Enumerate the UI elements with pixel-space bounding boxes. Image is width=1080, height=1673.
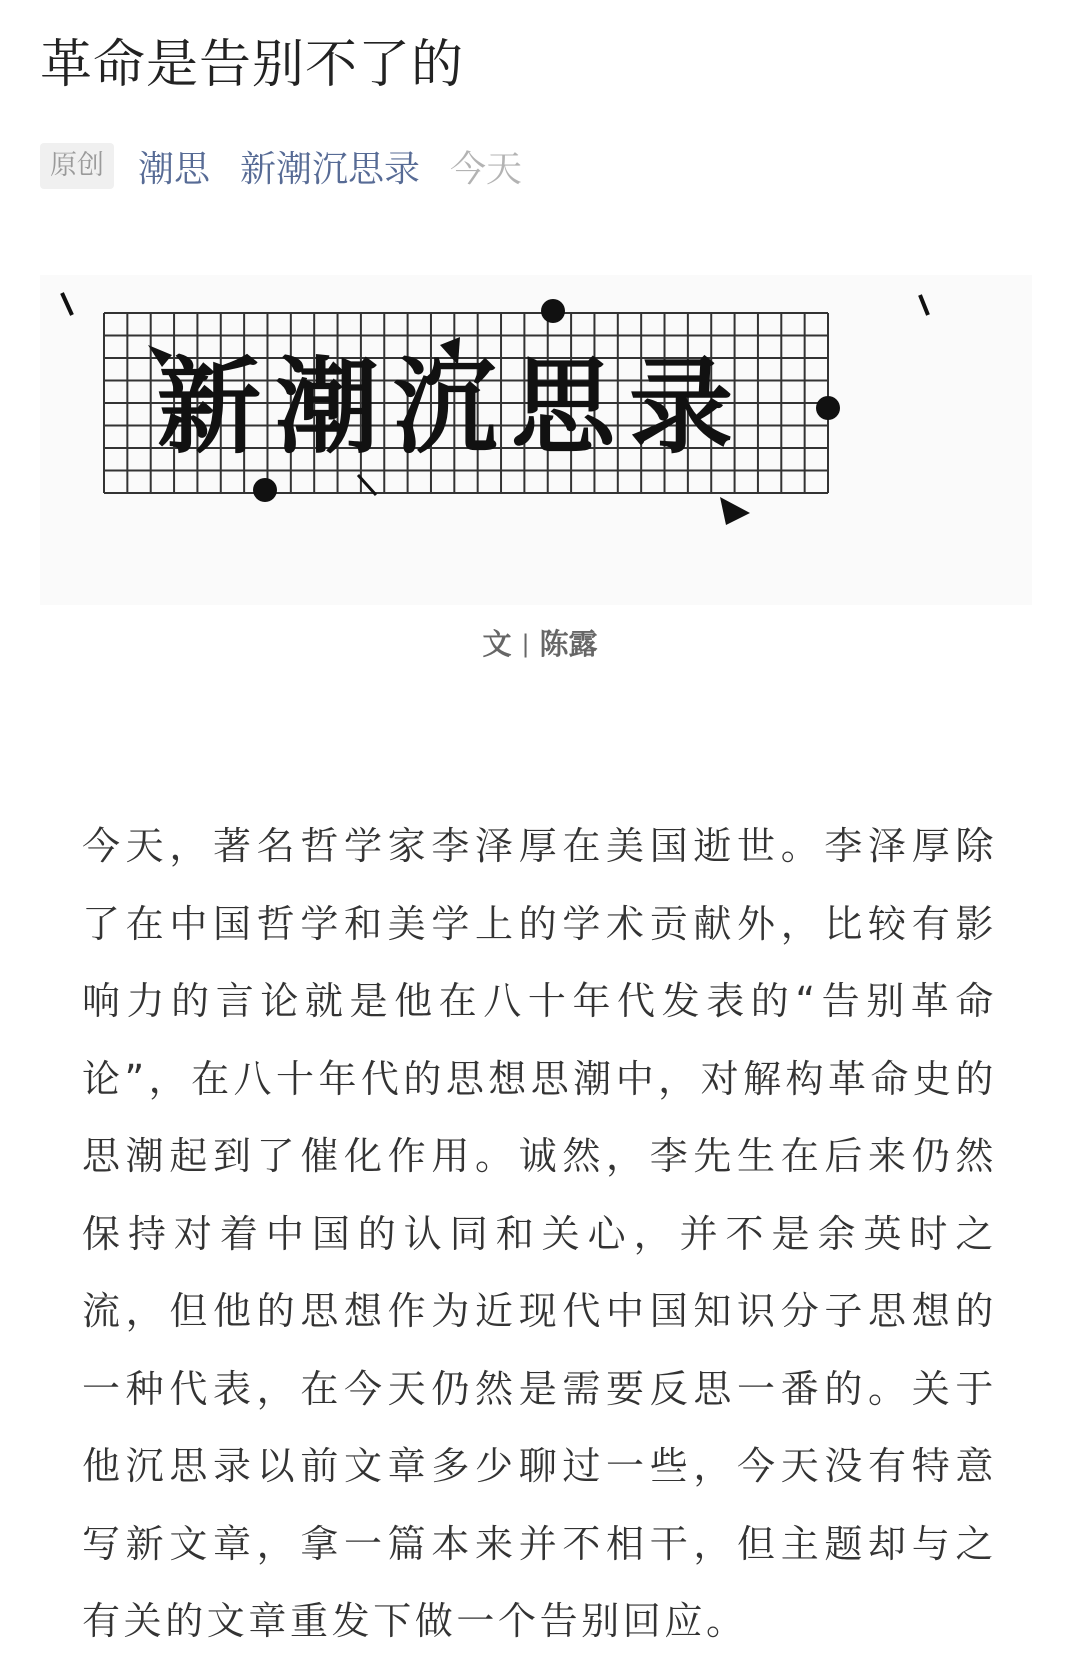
publish-date: 今天 (450, 148, 523, 190)
byline (0, 622, 1080, 663)
triangle-mark (720, 497, 750, 525)
article-title: 革命是告别不了的 (40, 35, 465, 95)
article-paragraph: 今天，著名哲学家李泽厚在美国逝世。李泽厚除了在中国哲学和美学上的学术贡献外，比较有影响力的言论就是他在八十年代发表的“告别革命论”，在八十年代的思想思潮中，对解构革命史的思潮起到了催化作用。诚然，李先生在后来仍然保持对着中国的认同和关心，并不是余英时之流，但他的思想作为近现代中国知识分子思想的一种代表，在今天仍然是需要反思一番的。关于他沉思录以前文章多少聊过一些，今天没有特意写新文章，拿一篇本来并不相干，但主题却与之有关的文章重发下做一个告别回应。 (82, 824, 997, 1643)
byline-prefix: 文 (482, 627, 512, 661)
banner-text: 新潮沉思录 (156, 345, 748, 468)
article-meta (40, 140, 522, 192)
tick-mark (62, 293, 72, 315)
header-banner-image (40, 275, 1032, 605)
dot (816, 396, 840, 420)
dot (541, 299, 565, 323)
tick-mark (920, 295, 928, 315)
account-link[interactable]: 新潮沉思录 (240, 148, 421, 190)
byline-author: 陈露 (539, 627, 598, 661)
original-badge: 原创 (40, 143, 114, 189)
byline-separator: | (521, 630, 530, 658)
author-link[interactable]: 潮思 (138, 148, 211, 190)
dot (253, 478, 277, 502)
